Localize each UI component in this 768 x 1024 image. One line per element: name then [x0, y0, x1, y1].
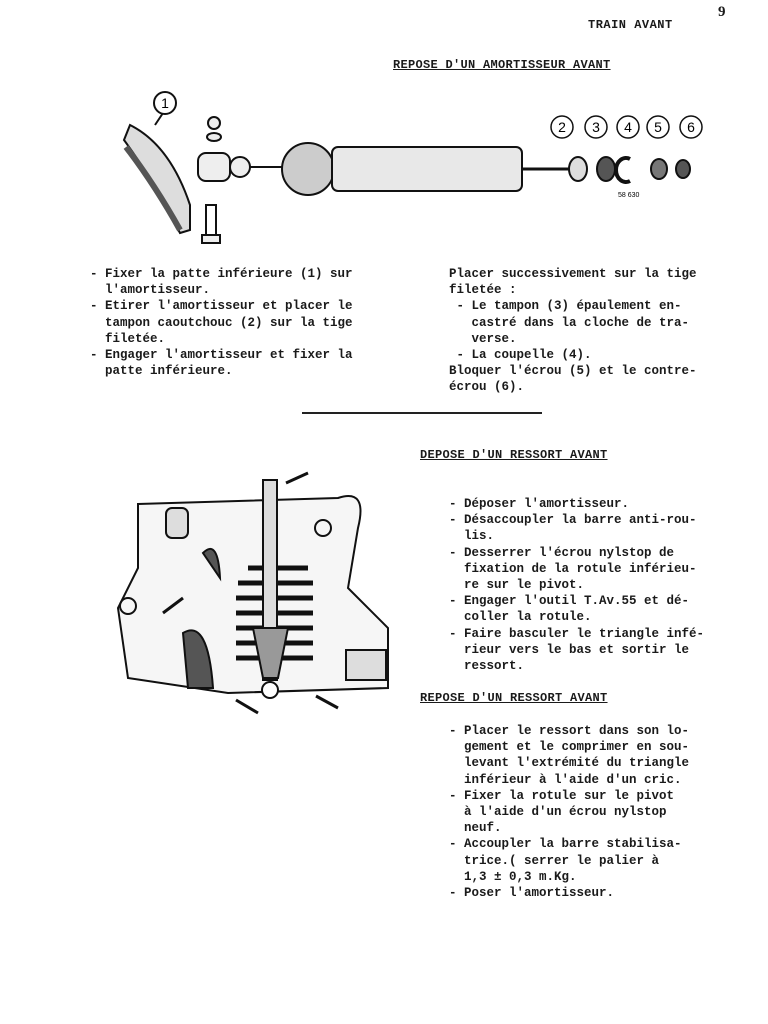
step: - Désaccoupler la barre anti-rou- lis. [449, 513, 697, 544]
step: - Déposer l'amortisseur. [449, 497, 630, 511]
front-suspension-figure [108, 468, 398, 718]
callout-1: 1 [161, 95, 169, 111]
callout-4: 4 [624, 119, 632, 135]
callout-5: 5 [654, 119, 662, 135]
figure-reference: 58 630 [618, 192, 640, 199]
page-number: 9 [718, 4, 726, 20]
step: - La coupelle (4). [449, 348, 592, 363]
callout-2: 2 [558, 119, 566, 135]
section-divider [302, 412, 542, 414]
paragraph: Placer successivement sur la tige filetée : [449, 267, 697, 298]
repose-ressort-steps [449, 723, 689, 901]
step: - Engager l'amortisseur et fixer la patte inférieure. [90, 348, 353, 379]
step: - Engager l'outil T.Av.55 et dé- coller la rotule. [449, 594, 690, 625]
callout-6: 6 [687, 119, 695, 135]
section-title-depose-ressort: DEPOSE D'UN RESSORT AVANT [420, 448, 608, 462]
shock-absorber-figure [110, 85, 710, 250]
step: - Fixer la patte inférieure (1) sur l'amortisseur. [90, 267, 353, 298]
step: - Etirer l'amortisseur et placer le tampon caoutchouc (2) sur la tige filetée. [90, 299, 353, 346]
step: - Accoupler la barre stabilisa- trice.( serrer le palier à 1,3 ± 0,3 m.Kg. [449, 837, 682, 884]
section-title-repose-amortisseur: REPOSE D'UN AMORTISSEUR AVANT [393, 58, 611, 72]
step: - Faire basculer le triangle infé- rieur vers le bas et sortir le ressort. [449, 626, 705, 674]
step: - Placer le ressort dans son lo- gement et le comprimer en sou- levant l'extrémité du triangle inférieur à l'aide d'un cric. [449, 724, 690, 787]
page-header: TRAIN AVANT [588, 18, 673, 32]
shock-absorber-body-illustration [250, 143, 570, 195]
bolt-and-bushing-illustration [198, 117, 250, 243]
washers-and-nuts-illustration [569, 157, 690, 182]
step: - Poser l'amortisseur. [449, 886, 615, 901]
step: - Fixer la rotule sur le pivot à l'aide d'un écrou nylstop neuf. [449, 788, 675, 836]
lower-bracket-illustration [124, 92, 190, 233]
repose-amortisseur-right-text [449, 266, 697, 396]
step: - Desserrer l'écrou nylstop de fixation de la rotule inférieu- re sur le pivot. [449, 545, 697, 593]
paragraph: Bloquer l'écrou (5) et le contre- écrou (6). [449, 364, 697, 395]
repose-amortisseur-left-steps [90, 266, 353, 379]
depose-ressort-steps [449, 496, 704, 674]
section-title-repose-ressort: REPOSE D'UN RESSORT AVANT [420, 691, 608, 705]
step: - Le tampon (3) épaulement en- castré dans la cloche de tra- verse. [456, 299, 690, 346]
callout-3: 3 [592, 119, 600, 135]
